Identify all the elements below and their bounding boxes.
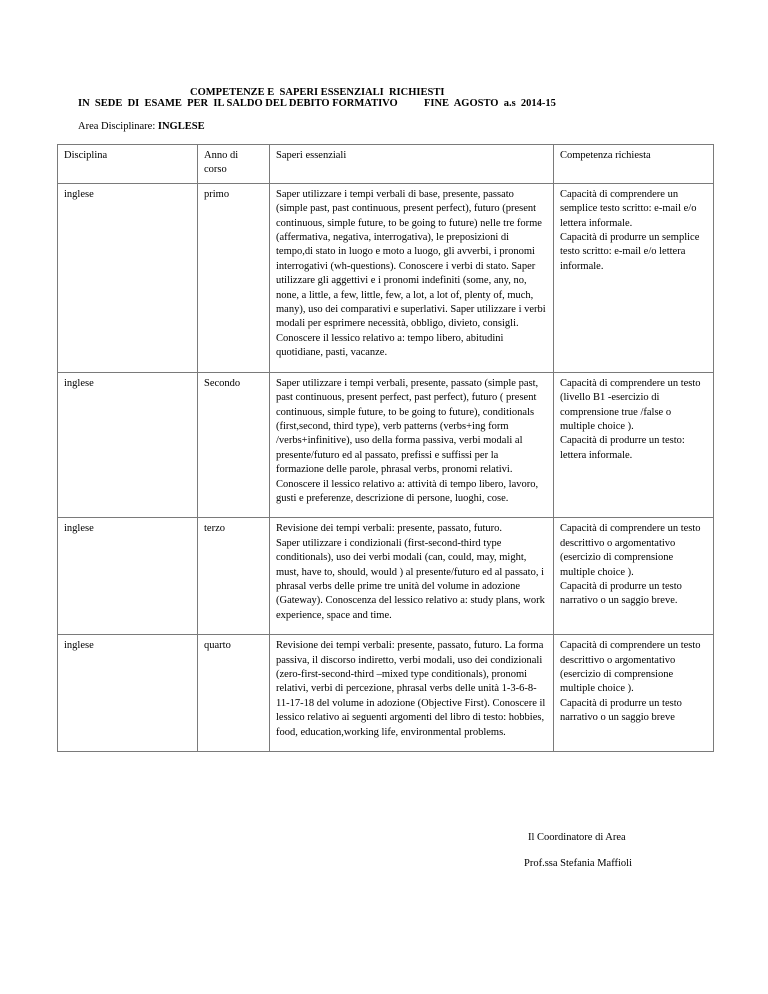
cell-saperi: Revisione dei tempi verbali: presente, passato, futuro. Saper utilizzare i condizionali (first-second-third type conditionals), uso dei verbi modali (can, could, may, might, must, have to, should, would ) al presente/futuro ed al passato, i phrasal verbs delle prime tre unità del volume in adozione (Gateway). Conoscenza del lessico relativo a: study plans, work experience, space and time. [270,518,554,635]
cell-disciplina: inglese [58,518,198,635]
table-row [58,518,714,635]
header-disciplina: Disciplina [58,145,198,184]
cell-disciplina: inglese [58,372,198,518]
header-competenza-richiesta: Competenza richiesta [554,145,714,184]
area-value: INGLESE [157,121,205,132]
cell-saperi: Saper utilizzare i tempi verbali di base, presente, passato (simple past, past continuous, present perfect), futuro (present continuous, simple future, to be going to future) nelle tre forme (affermativa, negativa, interrogativa), le preposizioni di tempo,di stato in luogo e moto a luogo, gli avverbi, i pronomi interrogativi (wh-questions). Conoscere i verbi di stato. Saper utilizzare gli aggettivi e i pronomi indefiniti (some, any, no, none, a little, a few, little, few, a lot, a lot of, plenty of, much, many), uso dei comparativi e superlativi. Saper utilizzare i verbi modali per esprimere necessità, obbligo, divieto, consigli. Conoscere il lessico relativo a: tempo libero, abitudini quotidiane, pasti, vacanze. [270,183,554,372]
cell-anno: quarto [198,635,270,752]
document-title-line-1: COMPETENZE E SAPERI ESSENZIALI RICHIESTI [190,87,445,98]
area-disciplinare [78,121,205,132]
table-header-row [58,145,714,184]
table-row [58,183,714,372]
signature-name: Prof.ssa Stefania Maffioli [524,858,632,869]
area-label: Area Disciplinare: [78,121,158,132]
cell-anno: primo [198,183,270,372]
cell-disciplina: inglese [58,635,198,752]
table-row [58,372,714,518]
cell-saperi: Revisione dei tempi verbali: presente, passato, futuro. La forma passiva, il discorso indiretto, verbi modali, uso dei condizionali (zero-first-second-third –mixed type conditionals), pronomi relativi, verbi di percezione, phrasal verbs delle unità 1-3-6-8-11-17-18 del volume in adozione (Objective First). Conoscere il lessico relativo ai seguenti argomenti del libro di testo: hobbies, food, education,working life, environmental problems. [270,635,554,752]
signature-role: Il Coordinatore di Area [528,832,626,843]
cell-competenza: Capacità di comprendere un testo descrittivo o argomentativo (esercizio di comprensione multiple choice ). Capacità di produrre un testo narrativo o un saggio breve. [554,518,714,635]
cell-competenza: Capacità di comprendere un testo descrittivo o argomentativo (esercizio di comprensione multiple choice ). Capacità di produrre un testo narrativo o un saggio breve [554,635,714,752]
header-anno-di-corso: Anno di corso [198,145,270,184]
cell-disciplina: inglese [58,183,198,372]
competenze-table [57,144,714,752]
document-title-line-2: IN SEDE DI ESAME PER IL SALDO DEL DEBITO FORMATIVO FINE AGOSTO a.s 2014-15 [78,98,556,109]
cell-anno: Secondo [198,372,270,518]
cell-competenza: Capacità di comprendere un semplice testo scritto: e-mail e/o lettera informale. Capacità di produrre un semplice testo scritto: e-mail e/o lettera informale. [554,183,714,372]
cell-competenza: Capacità di comprendere un testo (livello B1 -esercizio di comprensione true /false o multiple choice ). Capacità di produrre un testo: lettera informale. [554,372,714,518]
cell-anno: terzo [198,518,270,635]
table-row [58,635,714,752]
cell-saperi: Saper utilizzare i tempi verbali, presente, passato (simple past, past continuous, present perfect, past perfect), futuro ( present continuous, simple future, to be going to future), conditionals (first,second, third type), verb patterns (verbs+ing form /verbs+infinitive), uso della forma passiva, verbi modali al presente/futuro ed al passato, prefissi e suffissi per la formazione delle parole, phrasal verbs, pronomi relativi. Conoscere il lessico relativo a: attività di tempo libero, lavoro, gusti e preferenze, descrizione di persone, luoghi, cose. [270,372,554,518]
header-saperi-essenziali: Saperi essenziali [270,145,554,184]
